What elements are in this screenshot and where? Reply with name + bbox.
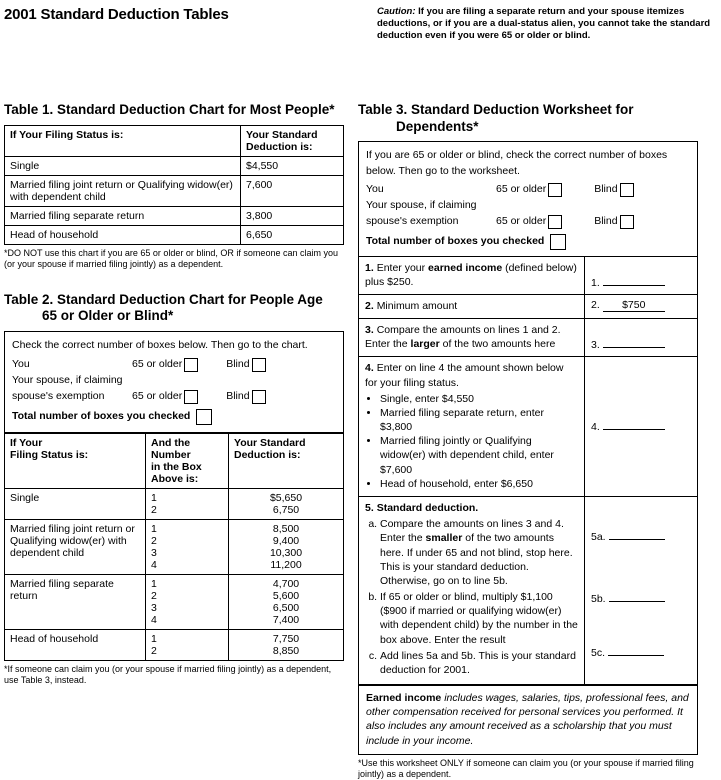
table3-check-spouse-row — [366, 214, 690, 230]
line1-text-b: (defined below) plus $250. — [365, 261, 577, 288]
table2-status: Single — [5, 488, 146, 519]
table2-footnote: *If someone can claim you (or your spouse if married filing jointly) as a dependent, use Table 3, instead. — [4, 663, 332, 685]
line5c-answer-blank[interactable] — [608, 655, 664, 656]
line5-answer-cell[interactable] — [584, 497, 697, 684]
table2-number: 1 — [151, 491, 157, 504]
table3-title-line2: Dependents* — [396, 118, 479, 134]
table2-header-number-l3: Above is: — [151, 472, 199, 485]
page-header — [4, 6, 717, 42]
checkbox-you-blind[interactable] — [620, 183, 634, 197]
table2-header-status-l1: If Your — [10, 436, 43, 449]
caution-text: If you are filing a separate return and your spouse itemizes deductions, or if you are a dual-status alien, you cannot take the standard deduction even if you were 65 or older or blind. — [377, 6, 711, 42]
line4-answer-blank[interactable] — [603, 429, 665, 430]
list-item: b. If 65 or older or blind, multiply $1,100 ($900 if married or qualifying widow(er) with dependent child) by the number in the box above. Enter the result — [380, 590, 578, 647]
table2-header-amount-l1: Your Standard — [234, 436, 306, 449]
table-row — [5, 206, 344, 225]
line3-text — [359, 319, 584, 356]
worksheet-line-4 — [359, 357, 697, 497]
table2-spouse-label: Your spouse, if claiming — [12, 374, 123, 387]
line5-number: 5. — [365, 502, 374, 514]
line3-answer-blank[interactable] — [603, 347, 665, 348]
table3-you-blind-label: Blind — [594, 183, 618, 196]
table3-you-age-label: 65 or older — [496, 183, 547, 196]
checkbox-you-65-or-older[interactable] — [184, 358, 198, 372]
line3-answer[interactable] — [591, 339, 665, 351]
table-row — [5, 574, 344, 629]
line4-answer[interactable] — [591, 421, 665, 433]
table3-spouse-age-label: 65 or older — [496, 214, 547, 227]
line5a-answer[interactable] — [591, 531, 665, 543]
table1-status: Single — [5, 156, 241, 175]
checkbox-spouse-65-or-older[interactable] — [184, 390, 198, 404]
table2-numbers — [146, 574, 229, 629]
table2-amount: 7,400 — [272, 613, 300, 626]
line5a-text-b: of the two amounts here. If under 65 and not blind, stop here. This is your standard deduction. Otherwise, go on to line 5b. — [380, 532, 573, 587]
table2-number: 3 — [151, 546, 157, 559]
worksheet-line-5 — [359, 497, 697, 685]
table2-total-row — [12, 409, 336, 425]
line5a-text-bold: smaller — [425, 532, 463, 545]
table2-status: Married filing separate return — [5, 574, 146, 629]
table2-amount: 5,600 — [272, 589, 300, 602]
table2-amount: $5,650 — [269, 491, 303, 504]
table2-checkbox-block — [4, 331, 344, 433]
table2-amount: 11,200 — [270, 558, 302, 571]
table2-numbers — [146, 629, 229, 660]
table3-check-you-row — [366, 182, 690, 198]
line2-answer-value: $750 — [603, 299, 665, 312]
table2-number: 4 — [151, 558, 157, 571]
table3-title — [358, 102, 698, 134]
table2-header-status — [5, 433, 146, 488]
line2-answer — [591, 299, 665, 311]
table2-status: Head of household — [5, 629, 146, 660]
table2-numbers — [146, 488, 229, 519]
line3-text-a: Compare the amounts on lines 1 and 2. Enter the — [365, 324, 561, 351]
table3-footnote: *Use this worksheet ONLY if someone can claim you (or your spouse if married filing jointly) as a dependent. — [358, 757, 694, 779]
table-row — [5, 175, 344, 206]
table2-amount: 9,400 — [272, 534, 300, 547]
table2-number: 4 — [151, 613, 157, 626]
checkbox-spouse-blind[interactable] — [252, 390, 266, 404]
page-title: 2001 Standard Deduction Tables — [4, 6, 229, 23]
table3-spouse-blind-label: Blind — [594, 214, 618, 227]
line2-answer-cell[interactable] — [584, 295, 697, 318]
table1-status: Married filing joint return or Qualifying widow(er) with dependent child — [5, 175, 241, 206]
table3-total-row — [366, 234, 690, 250]
content-columns — [4, 102, 717, 780]
line3-number: 3. — [365, 324, 374, 337]
table3-you-label: You — [366, 183, 384, 196]
checkbox-you-blind[interactable] — [252, 358, 266, 372]
line4-text — [359, 357, 584, 496]
line5-sublist — [365, 517, 578, 677]
table2-number: 1 — [151, 632, 157, 645]
table-row — [5, 225, 344, 244]
table3 — [358, 141, 698, 755]
table1-footnote: *DO NOT use this chart if you are 65 or older or blind, OR if someone can claim you (or your spouse if married filing jointly) as a dependent. — [4, 247, 338, 269]
line1-answer-number: 1. — [591, 276, 600, 289]
table-header-row — [5, 125, 344, 156]
table2-title-line1: Table 2. Standard Deduction Chart for People Age — [4, 292, 323, 308]
table2-amounts — [229, 629, 344, 660]
table1-header-amount: Your Standard Deduction is: — [241, 125, 344, 156]
table-row — [5, 629, 344, 660]
table2-check-you-row — [12, 357, 336, 373]
table2-status: Married filing joint return or Qualifying widow(er) with dependent child — [5, 519, 146, 574]
earned-income-text: includes wages, salaries, tips, professional fees, and other compensation received for personal services you performed. It also includes any amount received as a scholarship that you must include in your income. — [366, 692, 689, 747]
table2-spouse-sub-label: spouse's exemption — [12, 389, 105, 402]
worksheet-line-2 — [359, 295, 697, 319]
line3-answer-number: 3. — [591, 339, 600, 352]
line3-text-bold: larger — [410, 338, 440, 351]
line4-bullets — [365, 392, 578, 491]
line5b-answer[interactable] — [591, 593, 665, 605]
table-row — [5, 488, 344, 519]
table2-check-intro: Check the correct number of boxes below. Then go to the chart. — [12, 338, 308, 351]
left-column — [4, 102, 344, 780]
total-boxes-checked-field[interactable] — [196, 409, 212, 425]
line1-answer-cell[interactable] — [584, 257, 697, 294]
line5b-answer-blank[interactable] — [609, 601, 665, 602]
table2-you-blind-label: Blind — [226, 358, 250, 371]
line1-text-a: Enter your — [376, 261, 429, 274]
earned-income-term: Earned income — [366, 692, 442, 705]
line1-number: 1. — [365, 261, 374, 274]
table3-title-line1: Table 3. Standard Deduction Worksheet for — [358, 102, 634, 118]
list-item: • Single, enter $4,550 — [380, 392, 578, 406]
table1 — [4, 125, 344, 245]
table2-amounts — [229, 488, 344, 519]
table2-number: 2 — [151, 644, 157, 657]
worksheet-line-1 — [359, 257, 697, 295]
table3-checkbox-block — [359, 142, 697, 257]
line5c-answer-number: 5c. — [591, 647, 606, 659]
table2-number: 1 — [151, 577, 157, 590]
line5b-answer-number: 5b. — [591, 593, 606, 605]
table2-header-number — [146, 433, 229, 488]
total-boxes-checked-field[interactable] — [550, 234, 566, 250]
right-column — [358, 102, 698, 780]
line1-answer[interactable] — [591, 277, 665, 289]
list-item — [380, 517, 578, 588]
caution-note — [377, 6, 717, 42]
line2-number: 2. — [365, 299, 374, 312]
table2-title-line2: 65 or Older or Blind* — [42, 308, 174, 324]
table-row — [5, 156, 344, 175]
checkbox-you-65-or-older[interactable] — [548, 183, 562, 197]
table2-number: 2 — [151, 503, 157, 516]
line3-text-b: of the two amounts here — [439, 338, 556, 351]
line5a-answer-number: 5a. — [591, 531, 606, 543]
table1-title: Table 1. Standard Deduction Chart for Most People* — [4, 102, 335, 118]
table2-header-status-l2: Filing Status is: — [10, 448, 89, 461]
caution-label: Caution: — [377, 6, 416, 17]
table2-numbers — [146, 519, 229, 574]
table3-spouse-sub-label: spouse's exemption — [366, 214, 459, 227]
table2-amount: 8,500 — [272, 522, 300, 535]
line2-answer-number: 2. — [591, 298, 600, 311]
table1-amount: 7,600 — [241, 175, 344, 206]
table1-header-status: If Your Filing Status is: — [5, 125, 241, 156]
table2-header-number-l2: in the Box — [151, 460, 202, 473]
line4-answer-number: 4. — [591, 420, 600, 433]
table2-number: 2 — [151, 534, 157, 547]
worksheet-line-3 — [359, 319, 697, 357]
list-item: • Married filing separate return, enter $3,800 — [380, 406, 578, 434]
line5a-text-a: Compare the amounts on lines 3 and 4. Enter the — [380, 518, 564, 545]
table2-amount: 8,850 — [272, 644, 300, 657]
line1-answer-blank[interactable] — [603, 285, 665, 286]
table3-check-intro: If you are 65 or older or blind, check the correct number of boxes below. Then go to the worksheet. — [366, 148, 668, 177]
list-item: c. Add lines 5a and 5b. This is your standard deduction for 2001. — [380, 649, 578, 677]
line5a-answer-blank[interactable] — [609, 539, 665, 540]
earned-income-definition — [359, 685, 697, 754]
line3-answer-cell[interactable] — [584, 319, 697, 356]
line4-label: Enter on line 4 the amount shown below for your filing status. — [365, 362, 564, 389]
line1-text — [359, 257, 584, 294]
table2-header-amount-l2: Deduction is: — [234, 448, 301, 461]
line4-answer-cell[interactable] — [584, 357, 697, 496]
table2-you-label: You — [12, 358, 30, 371]
table2-title — [4, 292, 344, 324]
table1-status: Married filing separate return — [5, 206, 241, 225]
line5-title: Standard deduction. — [376, 502, 479, 514]
table2-amount: 6,750 — [272, 503, 300, 516]
table2-you-age-label: 65 or older — [132, 358, 183, 371]
table2-total-label: Total number of boxes you checked — [12, 409, 191, 422]
table2 — [4, 433, 344, 661]
line1-text-bold: earned income — [428, 261, 503, 274]
table1-status: Head of household — [5, 225, 241, 244]
table3-total-label: Total number of boxes you checked — [366, 234, 545, 247]
table1-amount: $4,550 — [241, 156, 344, 175]
table-row — [5, 519, 344, 574]
table2-number: 1 — [151, 522, 157, 535]
table2-header-number-l1: And the Number — [151, 436, 191, 461]
line5-text — [359, 497, 584, 684]
table2-amounts — [229, 574, 344, 629]
list-item: • Head of household, enter $6,650 — [380, 477, 578, 491]
table2-number: 3 — [151, 601, 157, 614]
table3-spouse-label: Your spouse, if claiming — [366, 199, 477, 212]
line2-label: Minimum amount — [376, 299, 458, 312]
table1-amount: 3,800 — [241, 206, 344, 225]
line4-number: 4. — [365, 362, 374, 375]
checkbox-spouse-65-or-older[interactable] — [548, 215, 562, 229]
table-header-row — [5, 433, 344, 488]
table2-amount: 10,300 — [269, 546, 303, 559]
table2-amounts — [229, 519, 344, 574]
table2-number: 2 — [151, 589, 157, 602]
table2-header-amount — [229, 433, 344, 488]
table2-spouse-age-label: 65 or older — [132, 389, 183, 402]
table2-amount: 6,500 — [272, 601, 300, 614]
list-item: • Married filing jointly or Qualifying widow(er) with dependent child, enter $7,600 — [380, 434, 578, 477]
table1-amount: 6,650 — [241, 225, 344, 244]
checkbox-spouse-blind[interactable] — [620, 215, 634, 229]
table2-amount: 4,700 — [272, 577, 300, 590]
line2-text — [359, 295, 584, 318]
table2-spouse-blind-label: Blind — [226, 389, 250, 402]
line5c-answer[interactable] — [591, 647, 664, 659]
table2-amount: 7,750 — [272, 632, 300, 645]
table2-check-spouse-row — [12, 389, 336, 405]
